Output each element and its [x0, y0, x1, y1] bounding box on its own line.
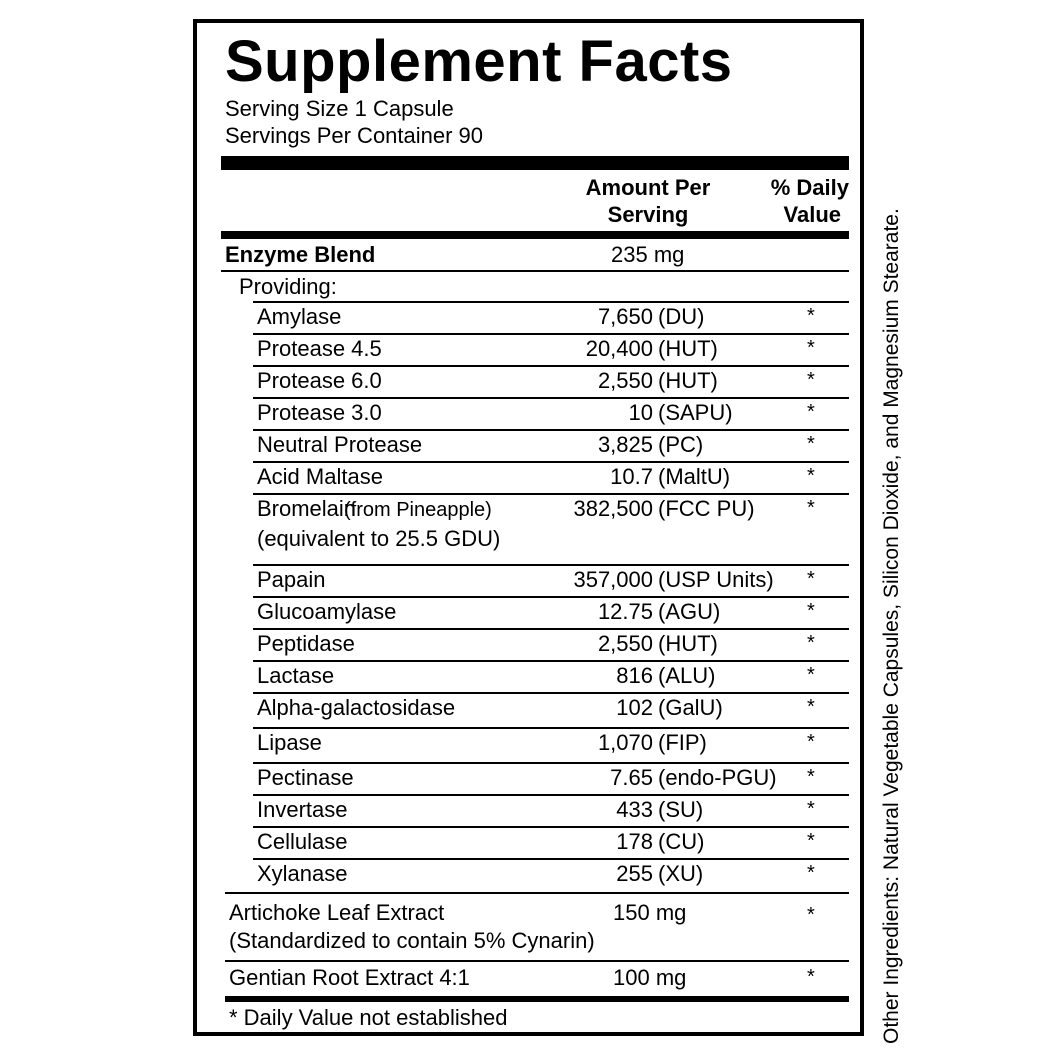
enzyme-dv: * [807, 862, 815, 884]
enzyme-amount: 2,550 [597, 368, 653, 393]
enzyme-amount: 3,825 [597, 432, 653, 457]
row-divider [253, 727, 849, 729]
row-divider [253, 660, 849, 662]
panel-title: Supplement Facts [225, 29, 733, 94]
row-divider [253, 365, 849, 367]
row-divider [221, 270, 849, 272]
row-divider [253, 461, 849, 463]
daily-value-header [749, 174, 849, 228]
servings-per-container: Servings Per Container 90 [225, 123, 484, 148]
enzyme-amount: 816 [616, 663, 653, 688]
enzyme-name: Papain [257, 567, 326, 592]
enzyme-unit: (CU) [658, 829, 705, 854]
row-divider [253, 628, 849, 630]
gentian-amount: 100 mg [613, 965, 687, 990]
serving-size: Serving Size 1 Capsule [225, 96, 454, 121]
enzyme-unit: (PC) [658, 432, 704, 457]
row-divider [225, 960, 849, 962]
enzyme-dv: * [807, 401, 815, 423]
artichoke-dv: * [807, 904, 815, 926]
enzyme-unit: (FCC PU) [658, 496, 755, 521]
enzyme-unit: (SAPU) [658, 400, 733, 425]
row-divider [253, 858, 849, 860]
row-divider [253, 429, 849, 431]
enzyme-amount: 2,550 [597, 631, 653, 656]
enzyme-name: Cellulase [257, 829, 348, 854]
row-divider [225, 892, 849, 894]
enzyme-name: Protease 4.5 [257, 336, 382, 361]
row-divider [253, 493, 849, 495]
enzyme-dv: * [807, 433, 815, 455]
enzyme-name: Protease 3.0 [257, 400, 382, 425]
enzyme-amount: 255 [616, 861, 653, 886]
enzyme-unit: (ALU) [658, 663, 716, 688]
enzyme-dv: * [807, 568, 815, 590]
enzyme-dv: * [807, 497, 815, 519]
enzyme-amount: 382,500 [573, 496, 653, 521]
enzyme-unit: (HUT) [658, 368, 718, 393]
row-divider [253, 333, 849, 335]
providing-label: Providing: [239, 274, 337, 299]
enzyme-amount: 10.7 [610, 464, 653, 489]
gentian-dv: * [807, 966, 815, 988]
row-divider [253, 397, 849, 399]
enzyme-name: Protease 6.0 [257, 368, 382, 393]
enzyme-name: Xylanase [257, 861, 348, 886]
enzyme-unit: (MaltU) [658, 464, 731, 489]
artichoke-standardized: (Standardized to contain 5% Cynarin) [229, 928, 595, 953]
amount-header-line2: Serving [607, 202, 689, 227]
enzyme-name: Peptidase [257, 631, 355, 656]
enzyme-name: Lipase [257, 730, 322, 755]
enzyme-amount: 1,070 [597, 730, 653, 755]
enzyme-name: Lactase [257, 663, 335, 688]
row-divider [253, 826, 849, 828]
enzyme-dv: * [807, 798, 815, 820]
row-divider [253, 301, 849, 303]
enzyme-amount: 7,650 [597, 304, 653, 329]
artichoke-name: Artichoke Leaf Extract [229, 900, 445, 925]
enzyme-name: Acid Maltase [257, 464, 383, 489]
enzyme-unit: (XU) [658, 861, 704, 886]
other-ingredients: Other Ingredients: Natural Vegetable Capsules, Silicon Dioxide, and Magnesium Stearate. [880, 208, 903, 1044]
enzyme-dv: * [807, 696, 815, 718]
enzyme-name-note: (from Pineapple) [344, 499, 492, 521]
supplement-facts-panel [193, 19, 864, 1036]
enzyme-unit: (endo-PGU) [658, 765, 777, 790]
gentian-name: Gentian Root Extract 4:1 [229, 965, 470, 990]
amount-header-line1: Amount Per [585, 175, 711, 200]
enzyme-unit: (HUT) [658, 631, 718, 656]
amount-per-serving-header [563, 174, 733, 228]
enzyme-amount: 178 [616, 829, 653, 854]
enzyme-dv: * [807, 600, 815, 622]
enzyme-dv: * [807, 830, 815, 852]
enzyme-unit: (DU) [658, 304, 705, 329]
enzyme-amount: 357,000 [573, 567, 653, 592]
enzyme-amount: 7.65 [610, 765, 653, 790]
enzyme-amount: 102 [616, 695, 653, 720]
enzyme-dv: * [807, 664, 815, 686]
enzyme-name: Neutral Protease [257, 432, 423, 457]
row-divider [253, 564, 849, 566]
enzyme-amount: 20,400 [585, 336, 653, 361]
enzyme-unit: (HUT) [658, 336, 718, 361]
dv-header-line2: Value [783, 202, 841, 227]
artichoke-amount: 150 mg [613, 900, 687, 925]
footnote: * Daily Value not established [229, 1005, 508, 1030]
enzyme-name: Alpha-galactosidase [257, 695, 456, 720]
enzyme-unit: (SU) [658, 797, 704, 822]
row-divider [253, 596, 849, 598]
row-divider [253, 794, 849, 796]
enzyme-unit: (USP Units) [658, 567, 774, 592]
enzyme-name: Amylase [257, 304, 342, 329]
enzyme-dv: * [807, 337, 815, 359]
enzyme-unit: (FIP) [658, 730, 707, 755]
row-divider [253, 762, 849, 764]
enzyme-name: Glucoamylase [257, 599, 397, 624]
enzyme-name: Invertase [257, 797, 348, 822]
enzyme-dv: * [807, 369, 815, 391]
dv-header-line1: % Daily [770, 175, 849, 200]
enzyme-dv: * [807, 305, 815, 327]
enzyme-amount: 10 [628, 400, 653, 425]
enzyme-dv: * [807, 766, 815, 788]
enzyme-dv: * [807, 465, 815, 487]
enzyme-dv: * [807, 632, 815, 654]
thick-divider-header [221, 231, 849, 239]
enzyme-blend-amount: 235 mg [611, 242, 685, 267]
enzyme-blend-name: Enzyme Blend [225, 242, 376, 267]
enzyme-dv: * [807, 731, 815, 753]
enzyme-amount: 433 [616, 797, 653, 822]
enzyme-amount: 12.75 [597, 599, 653, 624]
enzyme-unit: (AGU) [658, 599, 721, 624]
thick-divider-top [221, 156, 849, 170]
enzyme-name-line2: (equivalent to 25.5 GDU) [257, 526, 501, 551]
enzyme-name: Bromelain [257, 496, 357, 521]
enzyme-unit: (GalU) [658, 695, 723, 720]
enzyme-name: Pectinase [257, 765, 354, 790]
row-divider [253, 692, 849, 694]
thick-divider-bottom [225, 996, 849, 1002]
